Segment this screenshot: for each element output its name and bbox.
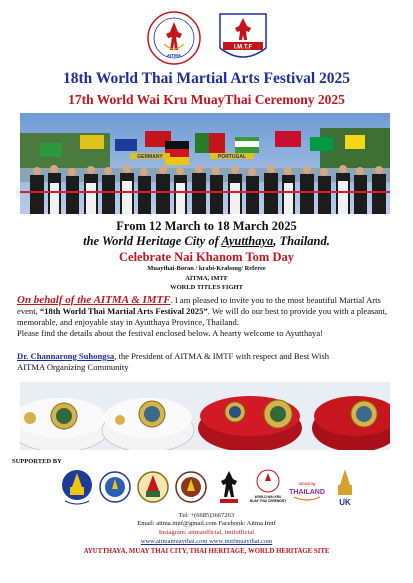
top-logos <box>0 8 413 68</box>
event-dates: From 12 March to 18 March 2025 <box>116 219 297 233</box>
festival-title: 18th World Thai Martial Arts Festival 2025 <box>62 70 351 87</box>
wai-kru-ceremony-logo <box>250 467 286 507</box>
uk-temple-logo <box>328 467 362 507</box>
svg-text:WORLD WAI KRU: WORLD WAI KRU <box>254 495 282 499</box>
celebrate-heading: Celebrate Nai Khanom Tom Day <box>119 250 294 264</box>
svg-text:I.M.T.F: I.M.T.F <box>233 44 253 51</box>
svg-text:PORTUGAL: PORTUGAL <box>217 154 247 160</box>
muaythai-fighter-logo <box>212 467 246 507</box>
event-city <box>0 234 413 249</box>
event-fight: WORLD TITLES FIGHT <box>170 284 243 291</box>
temple-seal-logo <box>136 467 170 507</box>
svg-text:AITMA: AITMA <box>166 53 182 58</box>
invitation-event-name: “18th World Thai Martial Arts Festival 2025” <box>39 306 208 316</box>
invitation-text-2: . We will do our best to provide you with a pleasant, memorable, and enjoyable stay in Ayutthaya Province, Thailand. <box>17 306 388 327</box>
svg-text:THAILAND: THAILAND <box>289 489 325 496</box>
president-name: Dr. Channarong Suhongsa <box>17 351 115 361</box>
contact-instagram: Instagram: aitmaofficial, imtfofficial <box>158 529 255 536</box>
ceremony-title: 17th World Wai Kru MuayThai Ceremony 2025 <box>68 92 345 107</box>
amazing-thailand-logo <box>288 467 326 507</box>
contact-email: Email: aitma.imtf@gmail.com Facebook: Aitma Imtf <box>137 520 276 527</box>
city-suffix: , Thailand. <box>273 234 330 248</box>
government-seal-logo <box>98 467 132 507</box>
opening-ceremony-photo <box>20 113 390 214</box>
signoff <box>17 351 399 373</box>
event-styles: Muaythai-Boran / krabi-Krabong/ Referee <box>147 265 266 272</box>
contact-tel: Tel: +(6685)3667263 <box>178 512 235 519</box>
invitation-lead: On behalf of the AITMA & IMTF <box>17 294 171 306</box>
signoff-rest: , the President of AITMA & IMTF with respect and Best Wish <box>114 351 329 361</box>
svg-text:MUAY THAI CEREMONY: MUAY THAI CEREMONY <box>250 499 286 503</box>
contact-websites[interactable]: www.aitmamuaythai.com www.imtfmuaythai.com <box>140 538 273 545</box>
invitation-text-1: . I am pleased to invite you to the most beautiful Martial Arts event, <box>17 295 381 316</box>
signoff-community: AITMA Organizing Community <box>17 362 129 372</box>
mongkol-headbands-photo <box>20 382 390 450</box>
aitma-logo <box>146 10 202 66</box>
event-orgs: AITMA, IMTF <box>185 275 228 282</box>
invitation-paragraph <box>17 295 399 339</box>
city-name: Ayutthaya <box>221 234 274 248</box>
city-prefix: the World Heritage City of <box>83 234 222 248</box>
sponsor-logos <box>60 467 360 511</box>
svg-text:amazing: amazing <box>298 482 316 487</box>
svg-text:GERMANY: GERMANY <box>137 154 163 160</box>
svg-text:UK: UK <box>339 498 351 507</box>
ayutthaya-seal-logo <box>60 467 94 507</box>
footer-tagline: AYUTTHAYA, MUAY THAI CITY, THAI HERITAGE, WORLD HERITAGE SITE <box>83 548 330 555</box>
supported-by-label: SUPPORTED BY <box>12 458 62 465</box>
cultural-seal-logo <box>174 467 208 507</box>
invitation-text-3: Please find the details about the festival enclosed below. A hearty welcome to Ayutthaya! <box>17 328 324 338</box>
imtf-logo <box>214 8 272 68</box>
